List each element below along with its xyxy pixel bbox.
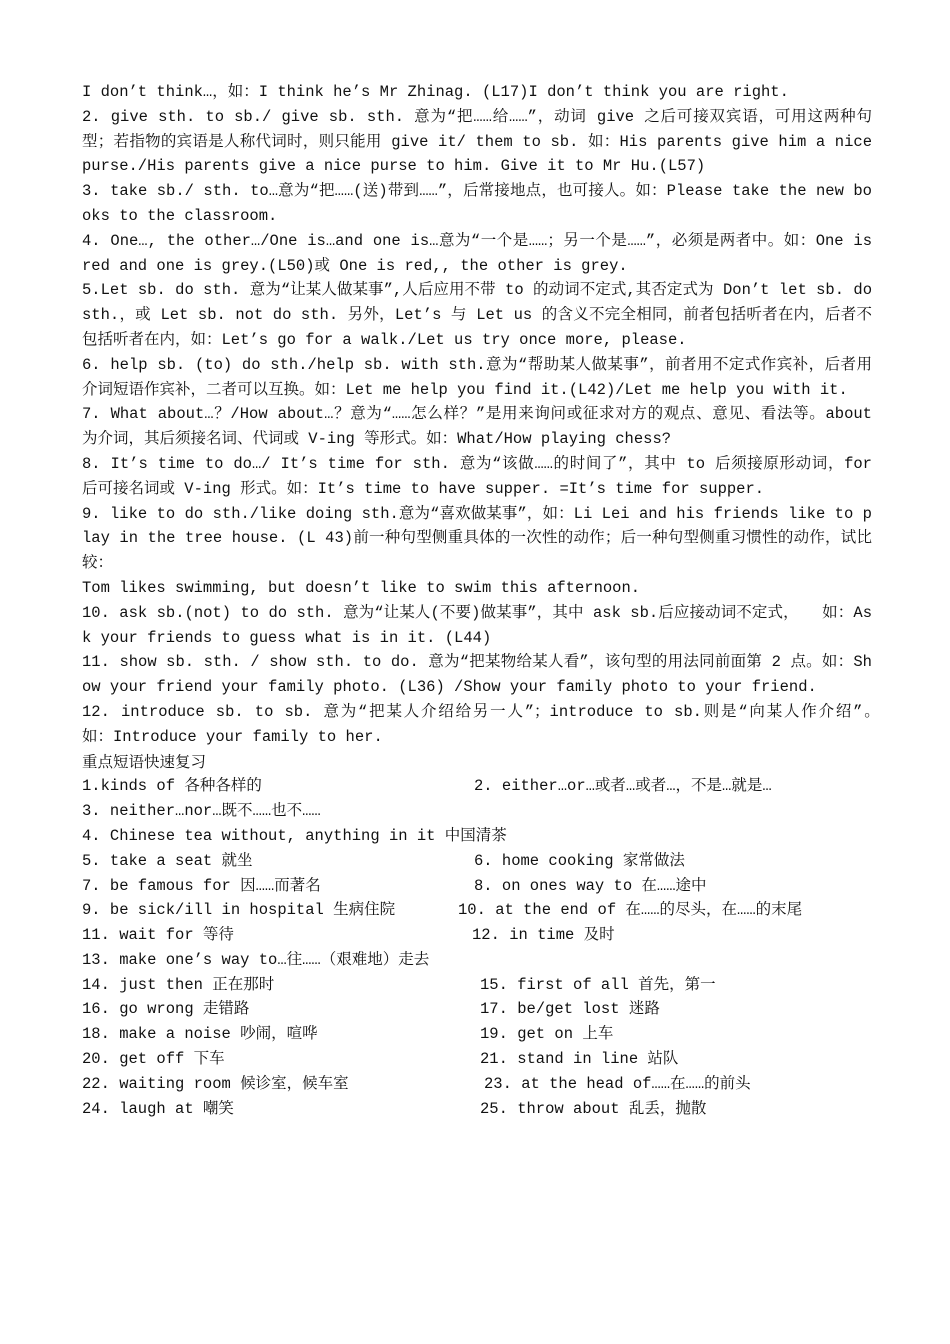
phrase-row [82,1047,872,1072]
phrase-row [82,799,872,824]
phrase-entry: 13. make one’s way to…往……（艰难地）走去 [82,950,430,969]
document-page [82,80,897,1121]
phrase-entry: 20. get off 下车 [82,1050,225,1069]
phrase-entry: 19. get on 上车 [480,1025,614,1044]
phrase-row [82,849,872,874]
phrase-entry: 15. first of all 首先，第一 [480,975,716,994]
paragraph-item-2: 2. give sth. to sb./ give sb. sth. 意为“把……给……”，动词 give 之后可接双宾语，可用这两种句型；若指物的宾语是人称代词时，则只能用 give it/ them to sb. 如：His parents give him a nice purse./His parents give a nice purse to him. Give it to Mr Hu.(L57) [82,107,872,176]
paragraph-item-10: 10. ask sb.(not) to do sth. 意为“让某人(不要)做某事”，其中 ask sb.后应接动词不定式， 如：Ask your friends to guess what is in it. (L44) [82,603,872,647]
phrase-entry: 10. at the end of 在……的尽头，在……的末尾 [458,901,803,920]
phrase-row [82,923,872,948]
paragraph-item-6: 6. help sb. (to) do sth./help sb. with sth.意为“帮助某人做某事”，前者用不定式作宾补，后者用介词短语作宾补，二者可以互换。如：Let me help you find it.(L42)/Let me help you with it. [82,355,872,399]
phrase-entry: 12. in time 及时 [472,926,615,945]
phrase-row [82,973,872,998]
phrase-entry: 9. be sick/ill in hospital 生病住院 [82,901,396,920]
phrase-entry: 16. go wrong 走错路 [82,1000,250,1019]
phrase-entry: 7. be famous for 因……而著名 [82,876,321,895]
phrase-row [82,1022,872,1047]
paragraph-item-12: 12. introduce sb. to sb. 意为“把某人介绍给另一人”；introduce to sb.则是“向某人作介绍”。 如：Introduce your family to her. [82,702,897,746]
phrase-entry: 6. home cooking 家常做法 [474,851,685,870]
phrase-entry: 3. neither…nor…既不……也不…… [82,802,321,821]
phrase-row [82,874,872,899]
phrases-heading: 重点短语快速复习 [82,752,207,771]
phrase-entry: 17. be/get lost 迷路 [480,1000,660,1019]
phrase-entry: 24. laugh at 嘲笑 [82,1099,234,1118]
phrase-row [82,824,872,849]
phrase-row [82,1097,872,1122]
phrase-entry: 1.kinds of 各种各样的 [82,777,262,796]
phrase-entry: 11. wait for 等待 [82,926,234,945]
paragraph-item-11: 11. show sb. sth. / show sth. to do. 意为“把某物给某人看”，该句型的用法同前面第 2 点。如：Show your friend your family photo. (L36) /Show your family photo to your friend. [82,653,872,697]
phrase-row [82,948,872,973]
paragraph-item-9-example: Tom likes swimming, but doesn’t like to swim this afternoon. [82,578,641,597]
phrase-entry: 5. take a seat 就坐 [82,851,253,870]
paragraph-item-9: 9. like to do sth./like doing sth.意为“喜欢做某事”，如：Li Lei and his friends like to play in the tree house. (L 43)前一种句型侧重具体的一次性的动作；后一种句型侧重习惯性的动作，试比较： [82,504,872,573]
phrase-entry: 23. at the head of……在……的前头 [484,1074,751,1093]
phrase-row [82,997,872,1022]
paragraph-item-8: 8. It’s time to do…/ It’s time for sth. 意为“该做……的时间了”，其中 to 后须接原形动词，for 后可接名词或 V-ing 形式。如：It’s time to have supper. =It’s time for supper. [82,454,872,498]
paragraph-item-4: 4. One…, the other…/One is…and one is…意为“一个是……；另一个是……”，必须是两者中。如：One is red and one is grey.(L50)或 One is red,, the other is grey. [82,231,872,275]
paragraph-item-3: 3. take sb./ sth. to…意为“把……(送)带到……”，后常接地点，也可接人。如：Please take the new books to the classroom. [82,182,872,225]
phrase-row [82,1072,872,1097]
phrase-entry: 4. Chinese tea without, anything in it 中国清茶 [82,826,507,845]
phrase-entry: 8. on ones way to 在……途中 [474,876,707,895]
phrase-entry: 2. either…or…或者…或者…，不是…就是… [474,777,772,796]
phrase-entry: 25. throw about 乱丢，抛散 [480,1099,707,1118]
phrase-entry: 18. make a noise 吵闹，喧哗 [82,1025,318,1044]
phrase-entry: 14. just then 正在那时 [82,975,275,994]
phrase-entry: 21. stand in line 站队 [480,1050,679,1069]
phrase-row [82,898,872,923]
phrase-entry: 22. waiting room 候诊室，候车室 [82,1074,349,1093]
paragraph-item-5: 5.Let sb. do sth. 意为“让某人做某事”,人后应用不带 to 的动词不定式,其否定式为 Don’t let sb. do sth.，或 Let sb. not do sth. 另外，Let’s 与 Let us 的含义不完全相同，前者包括听者在内，后者不包括听者在内，如：Let’s go for a walk./Let us try once more, please. [82,281,872,349]
paragraph-item-7: 7. What about…？/How about…？意为“……怎么样？”是用来询问或征求对方的观点、意见、看法等。about 为介词，其后须接名词、代词或 V-ing 等形式。如：What/How playing chess? [82,405,872,449]
paragraph-intro: I don’t think…，如：I think he’s Mr Zhinag. (L17)I don’t think you are right. [82,83,789,101]
phrase-row [82,774,872,799]
